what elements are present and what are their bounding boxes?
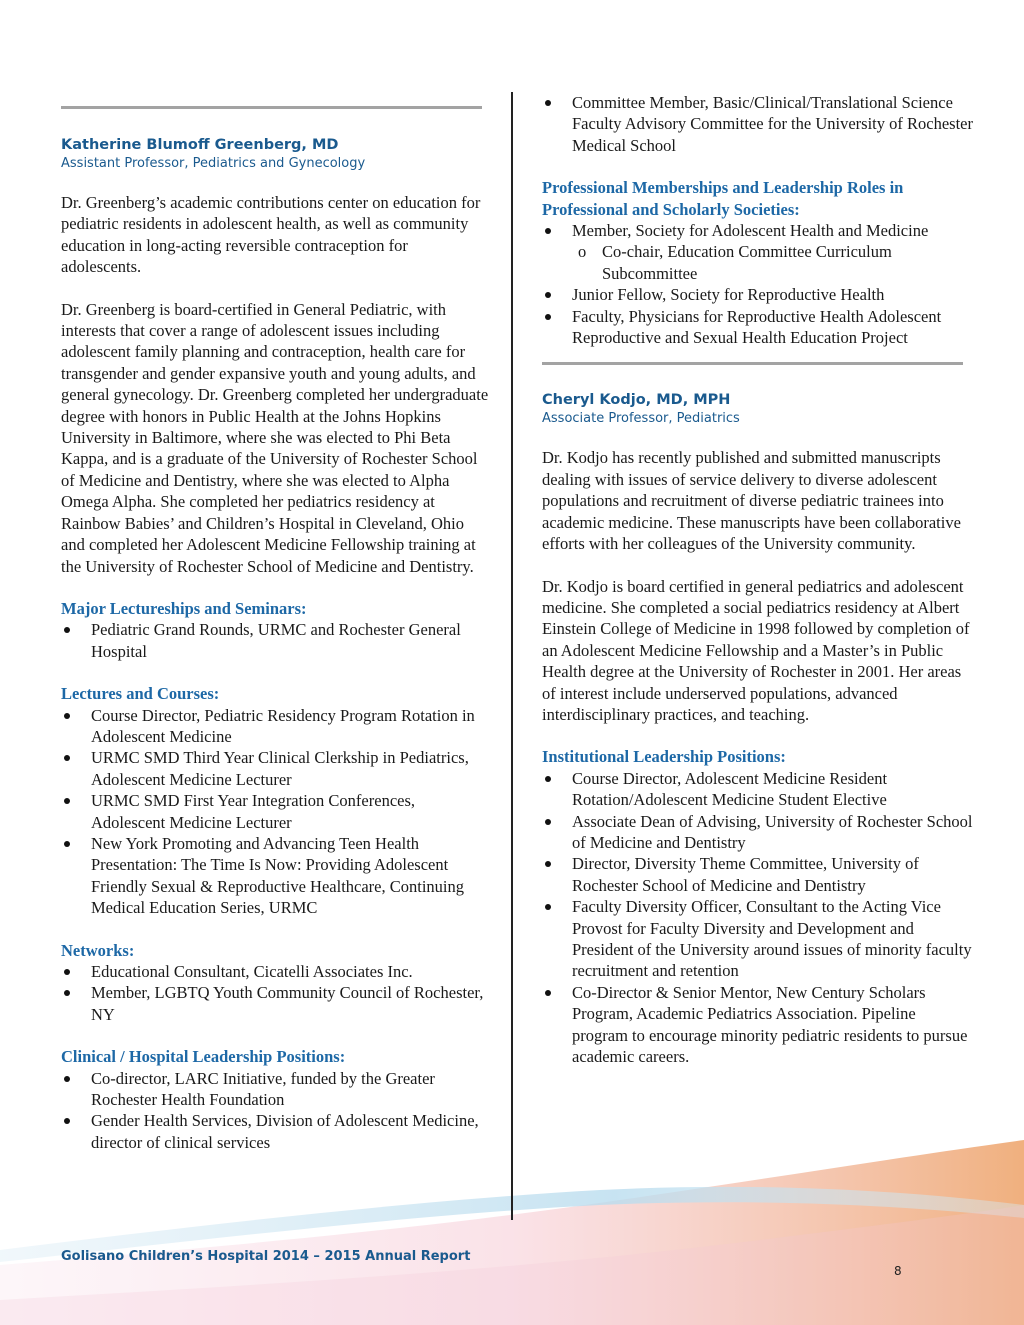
bullet-list	[61, 961, 491, 1025]
column-divider	[511, 92, 513, 1220]
person-title: Associate Professor, Pediatrics	[542, 411, 740, 427]
person-name: Cheryl Kodjo, MD, MPH	[542, 392, 731, 409]
bullet-list	[542, 220, 974, 348]
bio-paragraph: Dr. Greenberg’s academic contributions center on education for pediatric residents in adolescent health, as well as community education in long-acting reversible contraception for adolescents.	[61, 193, 481, 277]
list-item: URMC SMD Third Year Clinical Clerkship in Pediatrics, Adolescent Medicine Lecturer	[61, 747, 491, 790]
section-heading: Clinical / Hospital Leadership Positions:	[61, 1047, 346, 1067]
page-number: 8	[894, 1264, 902, 1278]
sub-list-item-text: Co-chair, Education Committee Curriculum Subcommittee	[602, 242, 892, 283]
sub-list-item	[542, 241, 974, 284]
bullet-list	[61, 619, 491, 662]
bullet-list	[61, 705, 491, 919]
list-item: Committee Member, Basic/Clinical/Translational Science Faculty Advisory Committee for the University of Rochester Medical School	[542, 92, 974, 156]
list-item: New York Promoting and Advancing Teen Health Presentation: The Time Is Now: Providing Adolescent Friendly Sexual & Reproductive Healthcare, Continuing Medical Education Series, URMC	[61, 833, 491, 919]
bio-paragraph: Dr. Kodjo is board certified in general pediatrics and adolescent medicine. She completed a social pediatrics residency at Albert Einstein College of Medicine in 1998 followed by completion of an Adolescent Medicine Fellowship and a Master’s in Public Health degree at the University of Rochester in 2001. Her areas of interest include underserved populations, advanced interdisciplinary practices, and teaching.	[542, 576, 970, 724]
left-column	[61, 92, 491, 1153]
section-heading: Major Lectureships and Seminars:	[61, 598, 307, 618]
bullet-list	[61, 1068, 491, 1154]
list-item: Member, LGBTQ Youth Community Council of Rochester, NY	[61, 982, 491, 1025]
bullet-list	[542, 768, 974, 1068]
list-item: Co-Director & Senior Mentor, New Century Scholars Program, Academic Pediatrics Association. Pipeline program to encourage minority pediatric residents to pursue academic careers.	[542, 982, 974, 1068]
section-heading: Networks:	[61, 940, 135, 960]
list-item: Course Director, Adolescent Medicine Resident Rotation/Adolescent Medicine Student Elective	[542, 768, 974, 811]
list-item: Associate Dean of Advising, University of Rochester School of Medicine and Dentistry	[542, 811, 974, 854]
person-title: Assistant Professor, Pediatrics and Gynecology	[61, 156, 366, 171]
person-name: Katherine Blumoff Greenberg, MD	[61, 137, 339, 153]
sub-list	[542, 241, 974, 284]
footer-report-title: Golisano Children’s Hospital 2014 – 2015 Annual Report	[61, 1249, 471, 1264]
right-column	[542, 92, 974, 1067]
list-item: Faculty, Physicians for Reproductive Health Adolescent Reproductive and Sexual Health Education Project	[542, 306, 974, 349]
bullet-list	[542, 92, 974, 156]
bio-paragraph: Dr. Kodjo has recently published and submitted manuscripts dealing with issues of service delivery to diverse adolescent populations and recruitment of diverse pediatric trainees into academic medicine. These manuscripts have been collaborative efforts with her colleagues of the University community.	[542, 448, 961, 554]
list-item: Pediatric Grand Rounds, URMC and Rochester General Hospital	[61, 619, 491, 662]
list-item-text: Member, Society for Adolescent Health and Medicine	[572, 221, 929, 241]
list-item: URMC SMD First Year Integration Conferences, Adolescent Medicine Lecturer	[61, 790, 491, 833]
section-heading: Professional Memberships and Leadership Roles in Professional and Scholarly Societies:	[542, 178, 904, 219]
list-item: Director, Diversity Theme Committee, University of Rochester School of Medicine and Dentistry	[542, 853, 974, 896]
sub-bullet-marker: o	[578, 242, 587, 262]
section-heading: Lectures and Courses:	[61, 684, 220, 704]
list-item: Faculty Diversity Officer, Consultant to the Acting Vice Provost for Faculty Diversity and Development and President of the University around issues of minority faculty recruitment and retention	[542, 896, 974, 982]
section-heading: Institutional Leadership Positions:	[542, 747, 786, 767]
list-item: Educational Consultant, Cicatelli Associates Inc.	[61, 961, 491, 982]
list-item: Gender Health Services, Division of Adolescent Medicine, director of clinical services	[61, 1110, 491, 1153]
list-item: Course Director, Pediatric Residency Program Rotation in Adolescent Medicine	[61, 705, 491, 748]
bio-paragraph: Dr. Greenberg is board-certified in General Pediatric, with interests that cover a range of adolescent issues including adolescent family planning and contraception, health care for transgender and gender expansive youth and young adults, and general gynecology. Dr. Greenberg completed her undergraduate degree with honors in Public Health at the Johns Hopkins University in Baltimore, where she was elected to Phi Beta Kappa, and is a graduate of the University of Rochester School of Medicine and Dentistry, where she was elected to Alpha Omega Alpha. She completed her pediatrics residency at Rainbow Babies’ and Children’s Hospital in Cleveland, Ohio and completed her Adolescent Medicine Fellowship training at the University of Rochester School of Medicine and Dentistry.	[61, 299, 489, 576]
list-item: Co-director, LARC Initiative, funded by the Greater Rochester Health Foundation	[61, 1068, 491, 1111]
list-item: Junior Fellow, Society for Reproductive Health	[542, 284, 974, 305]
list-item	[542, 220, 974, 284]
